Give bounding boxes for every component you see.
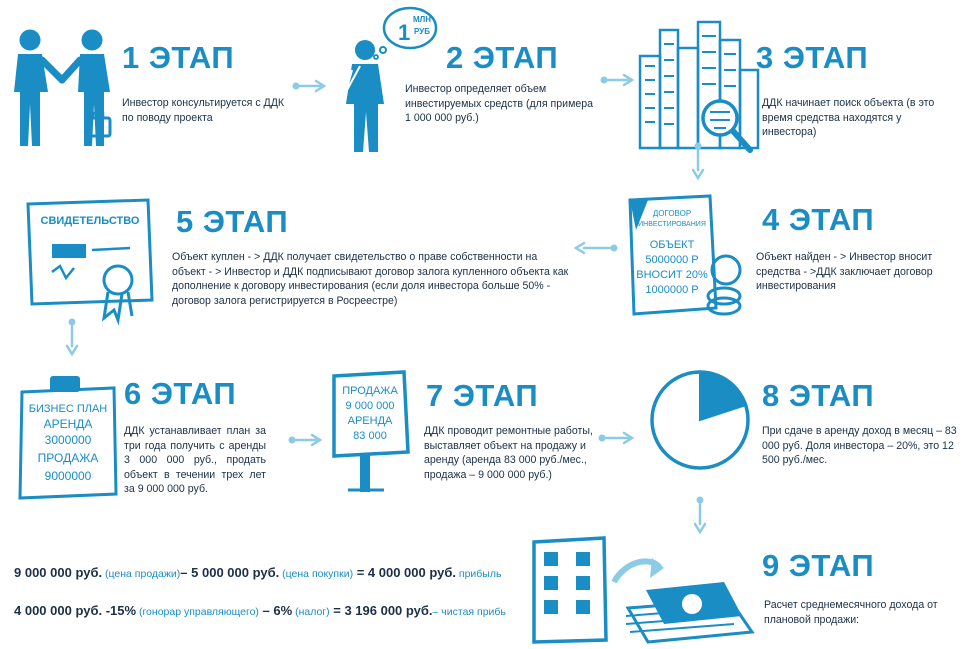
sign-line-4: 83 000 xyxy=(353,430,387,442)
bubble-unit: МЛН xyxy=(413,15,432,24)
calc1-sale-price: 9 000 000 руб. xyxy=(14,565,103,580)
income-pie-icon xyxy=(652,372,748,468)
arrow-2-to-3-icon xyxy=(601,75,633,85)
stage-4-text: Объект найден - > Инвестор вносит средства - >ДДК заключает договор инвестирования xyxy=(756,251,933,292)
stage-9-text: Расчет среднемесячного дохода от плановой продажи: xyxy=(764,599,938,626)
stage-5-title: 5 ЭТАП xyxy=(176,204,289,239)
contract-line-2: 5000000 Р xyxy=(645,254,699,266)
calc-line-profit xyxy=(14,564,501,582)
bubble-amount: 1 xyxy=(398,20,411,45)
plan-line-5: 9000000 xyxy=(44,469,92,483)
contract-header-2: ИНВЕСТИРОВАНИЯ xyxy=(638,221,706,228)
sign-line-2: 9 000 000 xyxy=(345,400,395,412)
arrow-1-to-2-icon xyxy=(293,81,325,91)
contract-line-1: ОБЪЕКТ xyxy=(649,239,695,251)
bubble-currency: РУБ xyxy=(414,27,430,36)
building-money-icon xyxy=(534,538,752,642)
calc2-fee: 4 000 000 руб. -15% xyxy=(14,603,137,618)
contract-line-4: 1000000 Р xyxy=(645,284,699,296)
stage-4-title: 4 ЭТАП xyxy=(762,202,875,237)
calc-line-net-profit xyxy=(14,602,506,620)
arrow-5-to-6-icon xyxy=(67,319,77,355)
stage-7-text: ДДК проводит ремонтные работы, выставляет объект на продажу и аренду (аренда 83 000 руб./мес., продажа – 9 000 000 руб.) xyxy=(424,425,593,481)
business-plan-icon xyxy=(20,376,116,498)
calc1-purchase-note: (цена покупки) xyxy=(279,568,354,580)
calc2-tax-note: (налог) xyxy=(292,606,330,618)
stage-5-text: Объект куплен - > ДДК получает свидетельство о праве собственности на объект - > Инвестор и ДДК подписывают договор залога купленного объекта как дополнение к договору инвестирования (если доля инвестора больше 50% - договор залога регистрируется в Росреестре) xyxy=(172,251,569,307)
calc1-purchase-price: – 5 000 000 руб. xyxy=(180,565,280,580)
handshake-icon xyxy=(14,30,110,146)
certificate-icon xyxy=(28,200,152,320)
calc2-tax: – 6% xyxy=(258,603,293,618)
plan-line-3: 3000000 xyxy=(44,433,92,447)
contract-line-3: ВНОСИТ 20% xyxy=(636,269,708,281)
sign-line-3: АРЕНДА xyxy=(347,415,393,427)
sign-line-1: ПРОДАЖА xyxy=(342,385,398,397)
arrow-4-to-5-icon xyxy=(576,243,618,253)
city-search-icon xyxy=(640,22,758,150)
calc1-profit-note: прибыль xyxy=(455,568,502,580)
calc1-profit: = 4 000 000 руб. xyxy=(353,565,456,580)
stage-9-title: 9 ЭТАП xyxy=(762,548,875,583)
calc1-sale-note: (цена продажи) xyxy=(102,568,181,580)
plan-line-1: БИЗНЕС ПЛАН xyxy=(28,403,108,415)
stage-2-title: 2 ЭТАП xyxy=(446,40,559,75)
stage-6-title: 6 ЭТАП xyxy=(124,376,237,411)
investment-contract-icon xyxy=(630,196,740,314)
sale-sign-icon xyxy=(334,372,408,492)
stage-3-text: ДДК начинает поиск объекта (в это время средства находятся у инвестора) xyxy=(762,97,935,138)
calc2-net: = 3 196 000 руб. xyxy=(329,603,433,618)
arrow-6-to-7-icon xyxy=(289,435,321,445)
pie-label: 12500 xyxy=(703,407,741,433)
plan-line-2: АРЕНДА xyxy=(43,417,93,431)
contract-header-1: ДОГОВОР xyxy=(652,209,692,218)
stage-2-text: Инвестор определяет объем инвестируемых средств (для примера 1 000 000 руб.) xyxy=(405,83,594,124)
stage-7-title: 7 ЭТАП xyxy=(426,378,539,413)
certificate-header: СВИДЕТЕЛЬСТВО xyxy=(40,215,140,227)
arrow-8-to-9-icon xyxy=(695,497,705,533)
calc2-fee-note: (гонорар управляющего) xyxy=(136,606,259,618)
thinking-investor-icon xyxy=(346,8,436,152)
plan-line-4: ПРОДАЖА xyxy=(37,451,99,465)
stage-6-text: ДДК устанавливает план за три года получить с аренды 3 000 000 руб., продать объект в течении трех лет за 9 000 000 руб. xyxy=(124,425,266,495)
stage-8-text: При сдаче в аренду доход в месяц – 83 000 руб. Доля инвестора – 20%, это 12 500 руб./мес. xyxy=(762,425,957,466)
calc2-net-note: – чистая прибь xyxy=(432,606,506,618)
stage-3-title: 3 ЭТАП xyxy=(756,40,869,75)
stage-8-title: 8 ЭТАП xyxy=(762,378,875,413)
stage-1-text: Инвестор консультируется с ДДК по поводу проекта xyxy=(122,97,285,124)
stage-1-title: 1 ЭТАП xyxy=(122,40,235,75)
